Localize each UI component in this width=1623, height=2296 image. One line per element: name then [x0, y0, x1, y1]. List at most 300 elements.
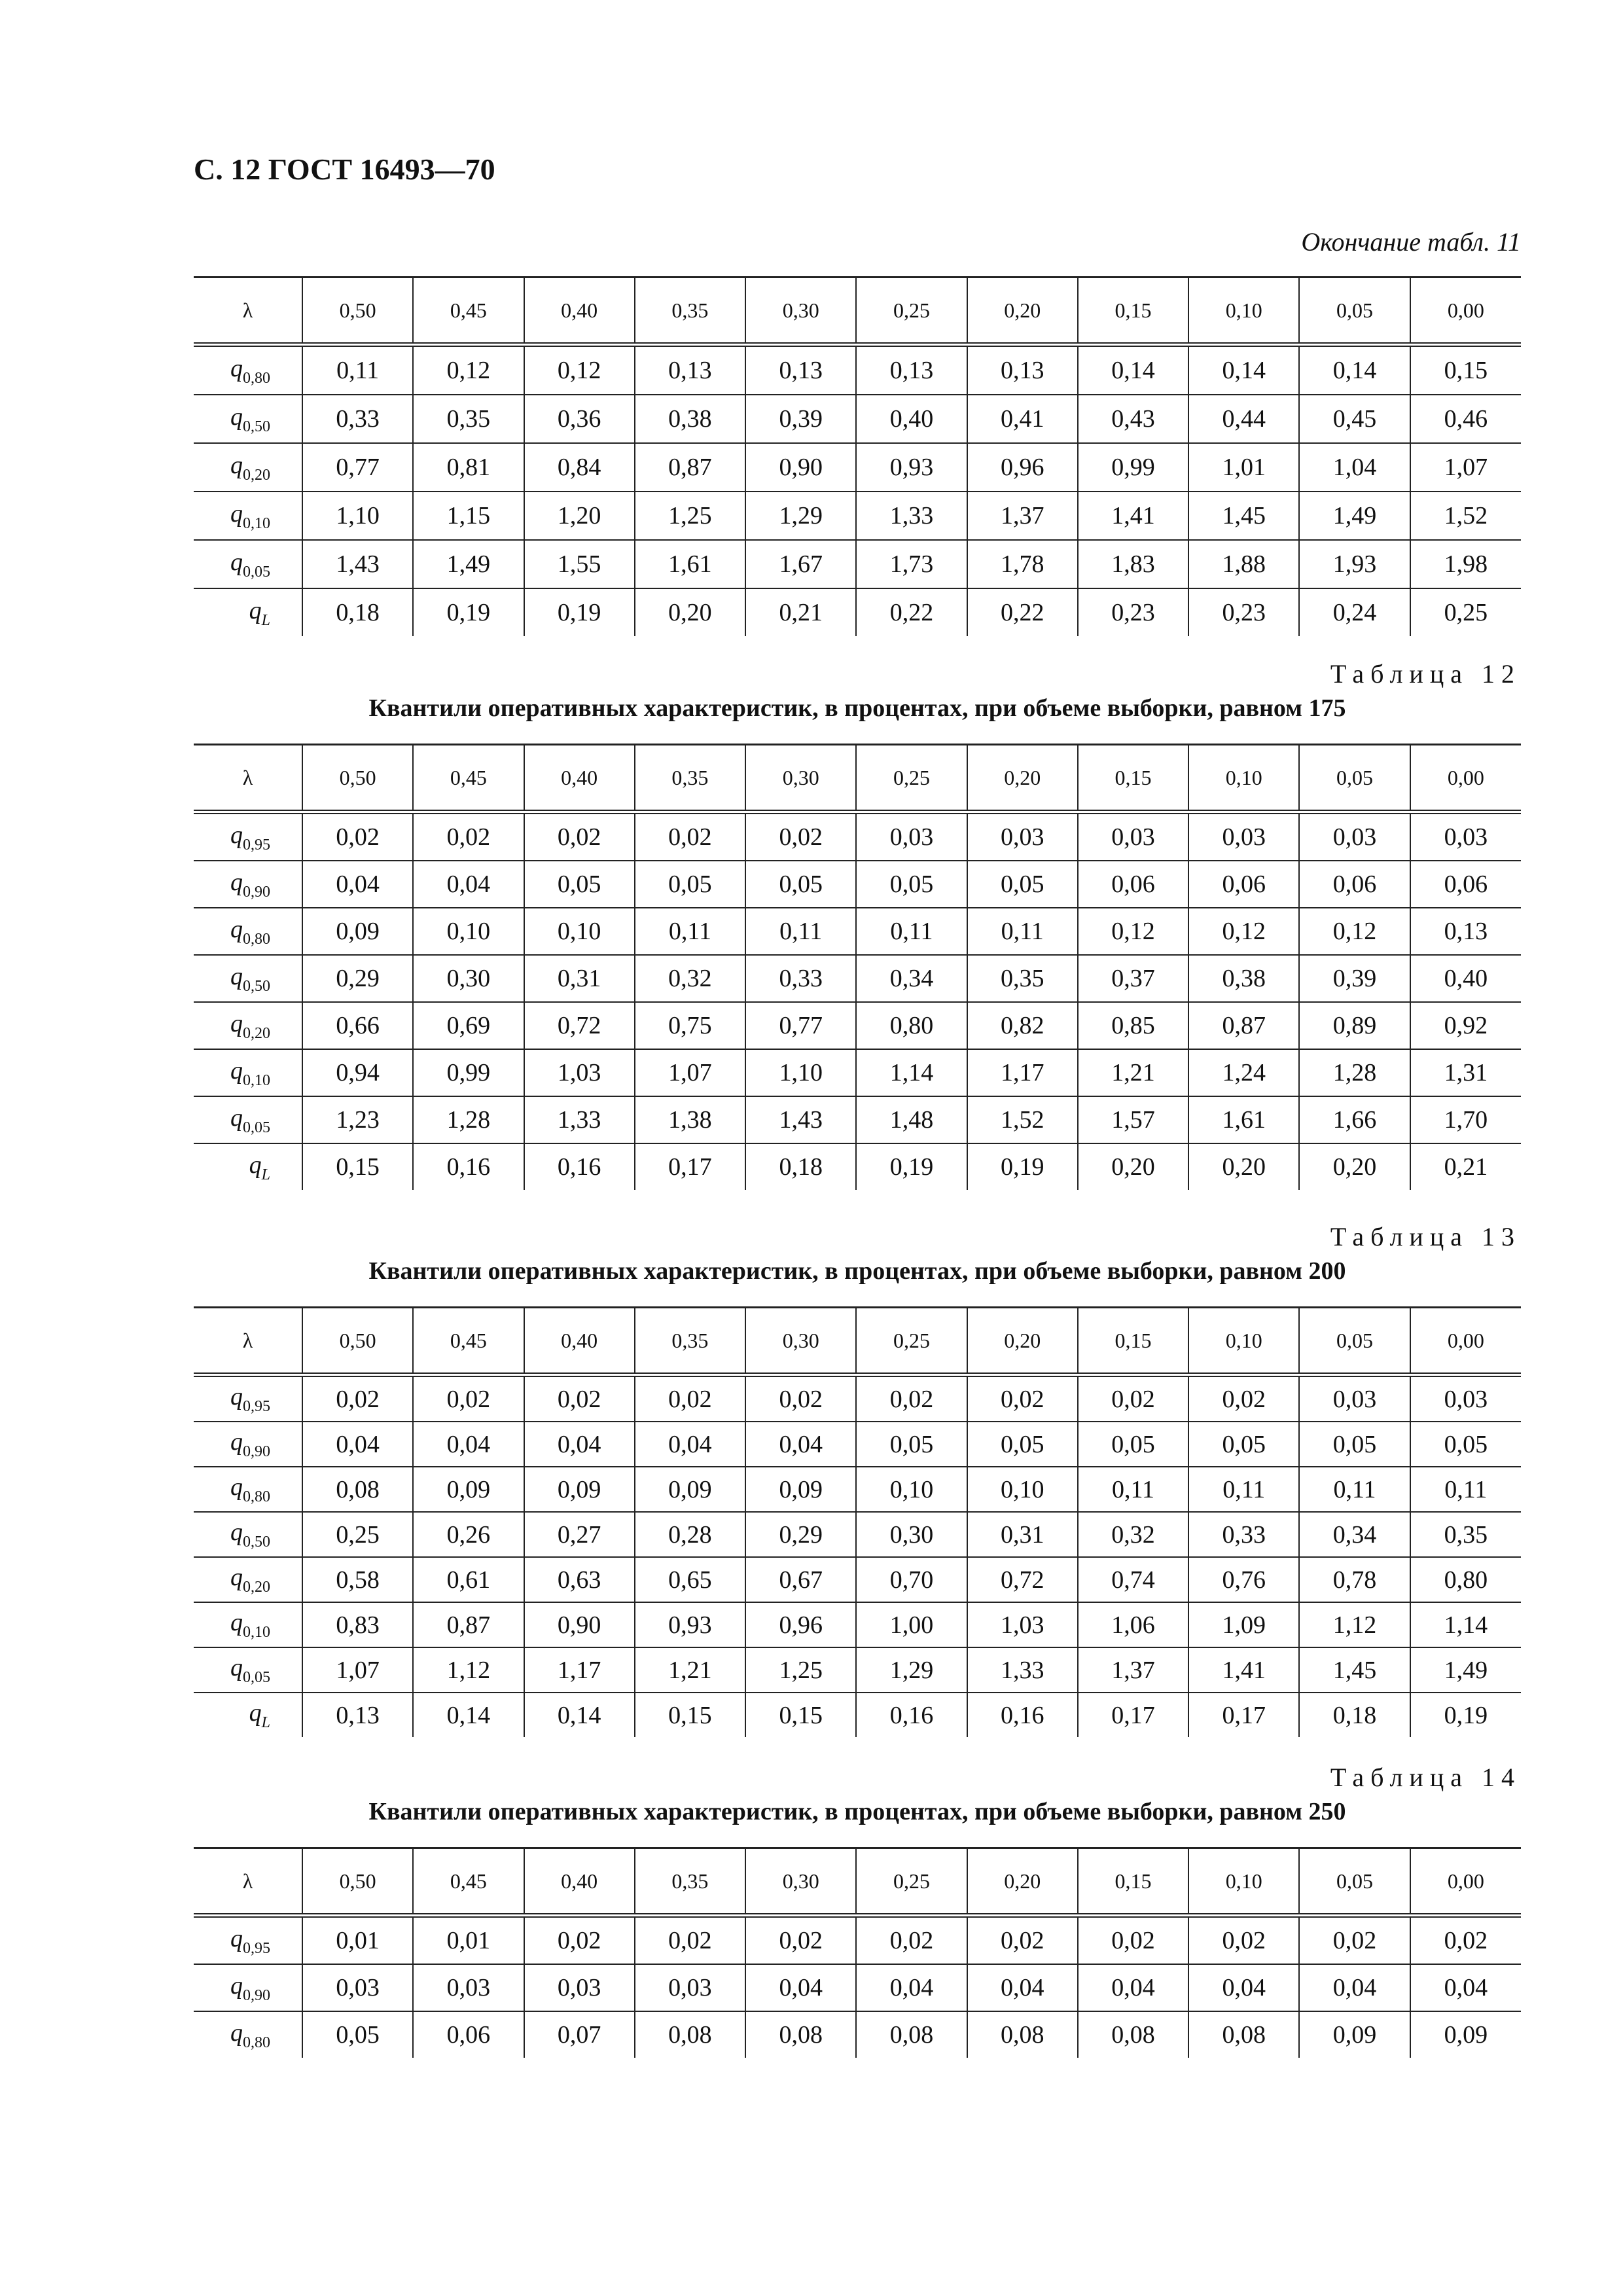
table-cell: 0,11	[1078, 1467, 1188, 1512]
table-cell: 1,15	[413, 492, 524, 540]
table-cell: 0,19	[413, 588, 524, 636]
table-cell: 0,06	[1188, 861, 1299, 908]
table-cell: 0,81	[413, 443, 524, 492]
table-row	[194, 1602, 1521, 1647]
table-cell: 0,11	[1188, 1467, 1299, 1512]
table-cell: 0,03	[1410, 812, 1521, 861]
table-cell: 0,05	[302, 2011, 413, 2058]
table-cell: 0,28	[635, 1512, 745, 1557]
table-row	[194, 1422, 1521, 1467]
table-cell: 0,02	[856, 1375, 967, 1422]
table-cell: 0,04	[1188, 1964, 1299, 2011]
table-cell: 0,02	[635, 812, 745, 861]
table-cell: 0,89	[1299, 1002, 1410, 1049]
quantile-subscript: 0,95	[243, 1398, 270, 1415]
table-cell: 0,32	[1078, 1512, 1188, 1557]
table-cell: 1,17	[524, 1647, 635, 1693]
header-row	[194, 1848, 1521, 1916]
header-row	[194, 278, 1521, 345]
table-cell: 0,02	[635, 1375, 745, 1422]
table-cell: 0,96	[745, 1602, 856, 1647]
page-header: С. 12 ГОСТ 16493—70	[194, 152, 495, 186]
table-cell: 0,18	[745, 1143, 856, 1190]
table-cell: 0,84	[524, 443, 635, 492]
table-row	[194, 1096, 1521, 1143]
table-cell: 0,05	[1410, 1422, 1521, 1467]
table-cell: 0,12	[1078, 908, 1188, 955]
quantile-label	[194, 812, 302, 861]
table-cell: 0,05	[856, 861, 967, 908]
table-cell: 1,12	[413, 1647, 524, 1693]
table-cell: 0,58	[302, 1557, 413, 1602]
table-cell: 0,35	[1410, 1512, 1521, 1557]
table-title: Квантили оперативных характеристик, в процентах, при объеме выборки, равном 200	[368, 1257, 1346, 1285]
quantile-subscript: 0,80	[243, 1488, 270, 1505]
table-cell: 0,11	[1410, 1467, 1521, 1512]
table-cell: 1,28	[1299, 1049, 1410, 1096]
table-cell: 1,23	[302, 1096, 413, 1143]
table-cell: 0,04	[413, 1422, 524, 1467]
table-cell: 0,15	[745, 1693, 856, 1737]
table-cell: 0,36	[524, 395, 635, 443]
table-row	[194, 540, 1521, 588]
table-cell: 1,03	[967, 1602, 1078, 1647]
quantile-label	[194, 1602, 302, 1647]
table-row	[194, 395, 1521, 443]
lambda-value-header: 0,45	[413, 1848, 524, 1916]
table-cell: 0,09	[745, 1467, 856, 1512]
table-cell: 0,43	[1078, 395, 1188, 443]
table-cell: 0,04	[1078, 1964, 1188, 2011]
table-cell: 0,02	[302, 1375, 413, 1422]
lambda-value-header: 0,35	[635, 745, 745, 812]
table-cell: 1,12	[1299, 1602, 1410, 1647]
table-cell: 0,80	[1410, 1557, 1521, 1602]
quantile-symbol: q	[230, 2018, 243, 2047]
table-14	[194, 1847, 1521, 2058]
table-cell: 0,33	[1188, 1512, 1299, 1557]
table-cell: 0,12	[1299, 908, 1410, 955]
quantile-label	[194, 588, 302, 636]
quantile-symbol: q	[230, 1103, 243, 1132]
table-cell: 0,82	[967, 1002, 1078, 1049]
table-cell: 0,03	[1410, 1375, 1521, 1422]
table-cell: 0,11	[302, 345, 413, 395]
quantile-symbol: q	[230, 548, 243, 576]
quantile-label	[194, 1096, 302, 1143]
table-cell: 0,02	[635, 1916, 745, 1965]
table-13	[194, 1306, 1521, 1737]
table-cell: 0,40	[856, 395, 967, 443]
table-cell: 0,72	[967, 1557, 1078, 1602]
table-cell: 0,39	[1299, 955, 1410, 1002]
lambda-value-header: 0,25	[856, 1848, 967, 1916]
quantile-subscript: 0,90	[243, 1443, 270, 1460]
lambda-value-header: 0,50	[302, 1848, 413, 1916]
table-cell: 1,45	[1188, 492, 1299, 540]
table-cell: 0,04	[302, 1422, 413, 1467]
table-cell: 1,24	[1188, 1049, 1299, 1096]
table-cell: 0,21	[1410, 1143, 1521, 1190]
table-cell: 1,28	[413, 1096, 524, 1143]
lambda-value-header: 0,30	[745, 278, 856, 345]
table-cell: 0,76	[1188, 1557, 1299, 1602]
table-cell: 0,03	[967, 812, 1078, 861]
table-row	[194, 1143, 1521, 1190]
table-cell: 0,04	[745, 1964, 856, 2011]
quantile-subscript: 0,80	[243, 2034, 270, 2051]
table-cell: 0,09	[524, 1467, 635, 1512]
table-cell: 0,93	[635, 1602, 745, 1647]
lambda-value-header: 0,25	[856, 1308, 967, 1375]
lambda-value-header: 0,30	[745, 745, 856, 812]
table-cell: 0,34	[856, 955, 967, 1002]
table-cell: 0,72	[524, 1002, 635, 1049]
table-cell: 1,01	[1188, 443, 1299, 492]
table-11	[194, 276, 1521, 636]
table-cell: 0,03	[1299, 1375, 1410, 1422]
table-cell: 1,07	[1410, 443, 1521, 492]
table-cell: 0,03	[1188, 812, 1299, 861]
table-cell: 1,41	[1078, 492, 1188, 540]
table-cell: 0,06	[1078, 861, 1188, 908]
table-cell: 0,23	[1078, 588, 1188, 636]
lambda-value-header: 0,05	[1299, 745, 1410, 812]
table-cell: 0,03	[1299, 812, 1410, 861]
table-continuation-note: Окончание табл. 11	[1301, 227, 1521, 257]
quantile-label	[194, 908, 302, 955]
quantile-symbol: q	[230, 868, 243, 896]
lambda-value-header: 0,25	[856, 278, 967, 345]
table-title: Квантили оперативных характеристик, в процентах, при объеме выборки, равном 175	[368, 694, 1346, 722]
table-cell: 0,04	[1299, 1964, 1410, 2011]
lambda-value-header: 0,10	[1188, 278, 1299, 345]
table-cell: 1,07	[635, 1049, 745, 1096]
quantile-label	[194, 1964, 302, 2011]
table-cell: 1,14	[856, 1049, 967, 1096]
quantile-label	[194, 2011, 302, 2058]
table-cell: 0,22	[856, 588, 967, 636]
table-cell: 0,90	[745, 443, 856, 492]
table-cell: 0,04	[967, 1964, 1078, 2011]
table-cell: 0,31	[967, 1512, 1078, 1557]
quantile-subscript: 0,50	[243, 1534, 270, 1551]
quantile-symbol: q	[230, 451, 243, 479]
table-cell: 1,43	[745, 1096, 856, 1143]
table-cell: 0,06	[1299, 861, 1410, 908]
table-cell: 1,37	[967, 492, 1078, 540]
table-cell: 0,45	[1299, 395, 1410, 443]
table-cell: 0,65	[635, 1557, 745, 1602]
table-cell: 1,55	[524, 540, 635, 588]
table-cell: 1,38	[635, 1096, 745, 1143]
table-cell: 0,14	[1078, 345, 1188, 395]
table-cell: 0,05	[1188, 1422, 1299, 1467]
table-cell: 0,13	[967, 345, 1078, 395]
table-cell: 0,20	[1299, 1143, 1410, 1190]
lambda-value-header: 0,10	[1188, 745, 1299, 812]
quantile-symbol: q	[230, 1654, 243, 1681]
lambda-value-header: 0,45	[413, 278, 524, 345]
table-14-block	[194, 1761, 1521, 2058]
table-cell: 0,04	[1410, 1964, 1521, 2011]
table-cell: 0,46	[1410, 395, 1521, 443]
table-row	[194, 861, 1521, 908]
quantile-label	[194, 492, 302, 540]
quantile-label	[194, 540, 302, 588]
quantile-subscript: L	[261, 1714, 270, 1731]
table-cell: 0,14	[413, 1693, 524, 1737]
lambda-value-header: 0,35	[635, 278, 745, 345]
table-cell: 0,19	[856, 1143, 967, 1190]
table-cell: 0,01	[413, 1916, 524, 1965]
lambda-value-header: 0,00	[1410, 1308, 1521, 1375]
table-cell: 0,02	[302, 812, 413, 861]
lambda-value-header: 0,25	[856, 745, 967, 812]
table-cell: 0,25	[1410, 588, 1521, 636]
table-cell: 0,08	[1188, 2011, 1299, 2058]
table-cell: 0,27	[524, 1512, 635, 1557]
quantile-symbol: q	[249, 1151, 262, 1179]
table-cell: 1,98	[1410, 540, 1521, 588]
quantile-subscript: 0,05	[243, 563, 270, 581]
table-cell: 1,93	[1299, 540, 1410, 588]
table-cell: 0,08	[745, 2011, 856, 2058]
table-13-block	[194, 1220, 1521, 1737]
quantile-subscript: 0,20	[243, 466, 270, 484]
quantile-label	[194, 1049, 302, 1096]
table-cell: 0,70	[856, 1557, 967, 1602]
quantile-label	[194, 1916, 302, 1965]
table-cell: 0,03	[856, 812, 967, 861]
lambda-value-header: 0,10	[1188, 1848, 1299, 1916]
table-cell: 0,85	[1078, 1002, 1188, 1049]
lambda-value-header: 0,50	[302, 278, 413, 345]
quantile-subscript: 0,20	[243, 1579, 270, 1596]
table-row	[194, 1647, 1521, 1693]
table-cell: 1,52	[967, 1096, 1078, 1143]
lambda-header: λ	[194, 278, 302, 345]
table-cell: 1,29	[856, 1647, 967, 1693]
table-cell: 0,10	[524, 908, 635, 955]
table-cell: 0,31	[524, 955, 635, 1002]
table-cell: 0,94	[302, 1049, 413, 1096]
table-cell: 0,78	[1299, 1557, 1410, 1602]
table-cell: 1,45	[1299, 1647, 1410, 1693]
lambda-value-header: 0,10	[1188, 1308, 1299, 1375]
table-cell: 0,80	[856, 1002, 967, 1049]
table-12-block	[194, 657, 1521, 1190]
table-cell: 0,05	[856, 1422, 967, 1467]
table-cell: 0,02	[524, 812, 635, 861]
table-cell: 0,61	[413, 1557, 524, 1602]
table-cell: 0,14	[524, 1693, 635, 1737]
table-cell: 0,35	[967, 955, 1078, 1002]
quantile-label	[194, 1422, 302, 1467]
quantile-label	[194, 1557, 302, 1602]
table-number: Таблица 12	[1330, 659, 1521, 689]
quantile-label	[194, 955, 302, 1002]
quantile-symbol: q	[230, 1924, 243, 1952]
lambda-value-header: 0,15	[1078, 1308, 1188, 1375]
lambda-value-header: 0,50	[302, 745, 413, 812]
lambda-value-header: 0,35	[635, 1308, 745, 1375]
lambda-value-header: 0,00	[1410, 745, 1521, 812]
table-cell: 1,78	[967, 540, 1078, 588]
table-row	[194, 908, 1521, 955]
table-cell: 1,17	[967, 1049, 1078, 1096]
table-cell: 1,67	[745, 540, 856, 588]
table-cell: 0,16	[413, 1143, 524, 1190]
quantile-symbol: q	[230, 962, 243, 990]
table-cell: 0,08	[856, 2011, 967, 2058]
table-cell: 0,25	[302, 1512, 413, 1557]
table-cell: 1,70	[1410, 1096, 1521, 1143]
table-cell: 0,04	[635, 1422, 745, 1467]
table-cell: 0,05	[967, 861, 1078, 908]
table-cell: 1,33	[524, 1096, 635, 1143]
table-cell: 1,49	[413, 540, 524, 588]
quantile-label	[194, 861, 302, 908]
lambda-value-header: 0,40	[524, 1848, 635, 1916]
quantile-symbol: q	[230, 1609, 243, 1636]
quantile-label	[194, 1467, 302, 1512]
lambda-value-header: 0,20	[967, 1308, 1078, 1375]
table-cell: 0,08	[302, 1467, 413, 1512]
table-cell: 0,33	[745, 955, 856, 1002]
table-cell: 1,21	[635, 1647, 745, 1693]
table-cell: 0,16	[967, 1693, 1078, 1737]
table-row	[194, 1512, 1521, 1557]
table-row	[194, 955, 1521, 1002]
table-row	[194, 1049, 1521, 1096]
table-cell: 0,02	[1078, 1375, 1188, 1422]
table-cell: 1,66	[1299, 1096, 1410, 1143]
table-cell: 1,00	[856, 1602, 967, 1647]
table-row	[194, 443, 1521, 492]
table-cell: 1,73	[856, 540, 967, 588]
quantile-label	[194, 1375, 302, 1422]
table-number: Таблица 14	[1330, 1763, 1521, 1792]
table-cell: 0,10	[856, 1467, 967, 1512]
quantile-symbol: q	[230, 1518, 243, 1546]
table-cell: 0,08	[635, 2011, 745, 2058]
table-cell: 0,14	[1188, 345, 1299, 395]
table-cell: 1,33	[967, 1647, 1078, 1693]
table-cell: 0,38	[635, 395, 745, 443]
table-cell: 0,14	[1299, 345, 1410, 395]
table-cell: 0,87	[1188, 1002, 1299, 1049]
table-cell: 0,29	[745, 1512, 856, 1557]
table-cell: 0,03	[302, 1964, 413, 2011]
table-cell: 0,11	[856, 908, 967, 955]
table-cell: 0,87	[413, 1602, 524, 1647]
quantile-subscript: 0,10	[243, 514, 270, 532]
table-row	[194, 812, 1521, 861]
table-cell: 0,83	[302, 1602, 413, 1647]
table-cell: 0,02	[413, 812, 524, 861]
table-cell: 0,23	[1188, 588, 1299, 636]
table-cell: 1,33	[856, 492, 967, 540]
table-cell: 0,17	[635, 1143, 745, 1190]
table-cell: 1,88	[1188, 540, 1299, 588]
table-cell: 1,10	[745, 1049, 856, 1096]
table-cell: 0,05	[1078, 1422, 1188, 1467]
table-cell: 0,99	[413, 1049, 524, 1096]
table-cell: 1,41	[1188, 1647, 1299, 1693]
quantile-symbol: q	[230, 403, 243, 431]
table-cell: 0,04	[302, 861, 413, 908]
table-cell: 0,13	[635, 345, 745, 395]
table-cell: 0,16	[524, 1143, 635, 1190]
table-cell: 0,02	[1078, 1916, 1188, 1965]
table-cell: 1,48	[856, 1096, 967, 1143]
quantile-symbol: q	[230, 1009, 243, 1037]
table-cell: 0,02	[413, 1375, 524, 1422]
table-number: Таблица 13	[1330, 1222, 1521, 1251]
table-cell: 0,30	[856, 1512, 967, 1557]
table-cell: 0,05	[967, 1422, 1078, 1467]
table-cell: 1,14	[1410, 1602, 1521, 1647]
table-cell: 0,87	[635, 443, 745, 492]
table-cell: 1,61	[635, 540, 745, 588]
table-cell: 0,17	[1188, 1693, 1299, 1737]
quantile-symbol: q	[230, 1428, 243, 1456]
lambda-value-header: 0,40	[524, 1308, 635, 1375]
table-cell: 0,12	[524, 345, 635, 395]
table-cell: 0,06	[1410, 861, 1521, 908]
table-cell: 0,18	[1299, 1693, 1410, 1737]
table-12	[194, 744, 1521, 1190]
table-cell: 0,41	[967, 395, 1078, 443]
table-cell: 1,43	[302, 540, 413, 588]
table-cell: 0,96	[967, 443, 1078, 492]
table-cell: 0,13	[1410, 908, 1521, 955]
table-cell: 0,09	[635, 1467, 745, 1512]
lambda-value-header: 0,35	[635, 1848, 745, 1916]
table-cell: 0,15	[635, 1693, 745, 1737]
table-cell: 1,09	[1188, 1602, 1299, 1647]
table-cell: 0,19	[967, 1143, 1078, 1190]
table-cell: 0,09	[413, 1467, 524, 1512]
table-cell: 1,06	[1078, 1602, 1188, 1647]
table-cell: 0,22	[967, 588, 1078, 636]
table-cell: 0,77	[745, 1002, 856, 1049]
quantile-symbol: q	[230, 1564, 243, 1591]
table-cell: 1,83	[1078, 540, 1188, 588]
table-cell: 1,07	[302, 1647, 413, 1693]
table-cell: 0,04	[745, 1422, 856, 1467]
table-row	[194, 1467, 1521, 1512]
quantile-subscript: 0,05	[243, 1119, 270, 1136]
table-row	[194, 1002, 1521, 1049]
table-cell: 0,74	[1078, 1557, 1188, 1602]
table-cell: 0,13	[302, 1693, 413, 1737]
table-cell: 0,16	[856, 1693, 967, 1737]
table-cell: 0,20	[1188, 1143, 1299, 1190]
quantile-label	[194, 443, 302, 492]
table-cell: 1,37	[1078, 1647, 1188, 1693]
table-cell: 0,09	[1299, 2011, 1410, 2058]
quantile-subscript: 0,10	[243, 1624, 270, 1641]
table-cell: 0,02	[1299, 1916, 1410, 1965]
table-cell: 0,67	[745, 1557, 856, 1602]
table-cell: 0,19	[1410, 1693, 1521, 1737]
lambda-header: λ	[194, 745, 302, 812]
table-cell: 0,09	[302, 908, 413, 955]
table-cell: 0,05	[635, 861, 745, 908]
quantile-label	[194, 395, 302, 443]
